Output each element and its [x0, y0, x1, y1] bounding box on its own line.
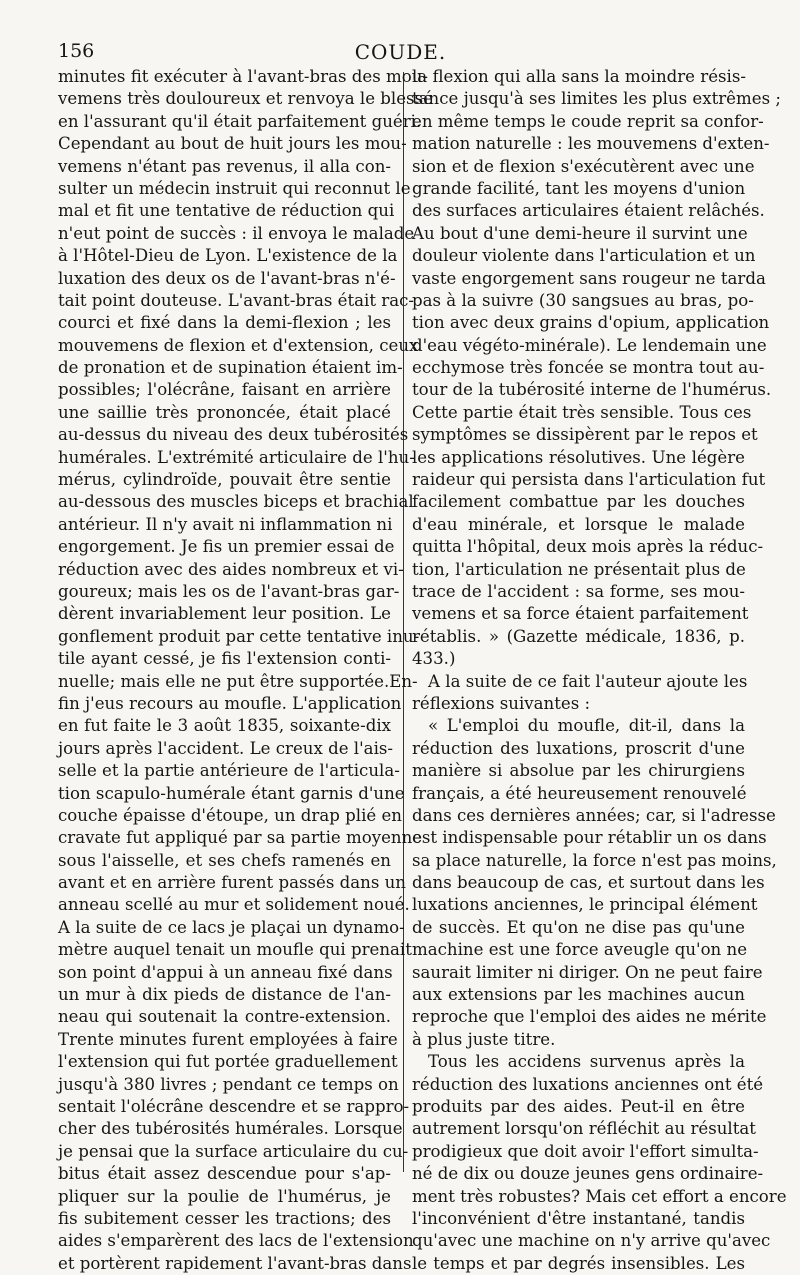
text-line: bitus était assez descendue pour s'ap-	[58, 1164, 391, 1184]
text-line: 433.)	[412, 649, 456, 669]
text-line: avant et en arrière furent passés dans un	[58, 873, 406, 893]
text-line: tait point douteuse. L'avant-bras était rac-	[58, 290, 415, 310]
text-line: vemens très douloureux et renvoya le blessé	[58, 89, 433, 109]
text-line: symptômes se dissipèrent par le repos et	[412, 425, 758, 445]
text-line: je pensai que la surface articulaire du cu-	[58, 1141, 409, 1161]
text-line: le temps et par degrés insensibles. Les	[412, 1253, 745, 1273]
text-line: gonflement produit par cette tentative inu-	[58, 626, 420, 646]
text-line: luxation des deux os de l'avant-bras n'é-	[58, 268, 396, 288]
text-line: sulter un médecin instruit qui reconnut le	[58, 178, 411, 198]
text-line: Trente minutes furent employées à faire	[58, 1029, 398, 1049]
text-line: d'eau minérale, et lorsque le malade	[412, 514, 745, 534]
text-line: Cette partie était très sensible. Tous ces	[412, 402, 752, 422]
text-line: de succès. Et qu'on ne dise pas qu'une	[412, 917, 745, 937]
text-line: ment très robustes? Mais cet effort a encore	[412, 1186, 787, 1206]
text-line: la flexion qui alla sans la moindre résis-	[412, 67, 746, 86]
text-line: né de dix ou douze jeunes gens ordinaire-	[412, 1164, 764, 1184]
text-line: goureux; mais les os de l'avant-bras gar-	[58, 581, 400, 601]
text-line: anneau scellé au mur et solidement noué.	[58, 895, 410, 915]
text-line: en l'assurant qu'il était parfaitement guéri.	[58, 111, 422, 131]
text-line: d'eau végéto-minérale). Le lendemain une	[412, 335, 767, 355]
text-line: humérales. L'extrémité articulaire de l'hu-	[58, 447, 415, 467]
text-line: sa place naturelle, la force n'est pas moins,	[412, 850, 777, 870]
text-line: une saillie très prononcée, était placé	[58, 402, 391, 422]
text-line: sous l'aisselle, et ses chefs ramenés en	[58, 850, 391, 870]
text-line: mation naturelle : les mouvemens d'exten-	[412, 134, 770, 154]
text-line: Au bout d'une demi-heure il survint une	[412, 223, 748, 243]
text-line: A la suite de ce fait l'auteur ajoute les	[428, 671, 748, 691]
text-line: dèrent invariablement leur position. Le	[58, 604, 391, 624]
text-line: cravate fut appliqué par sa partie moyenne	[58, 828, 423, 848]
text-line: et portèrent rapidement l'avant-bras dans	[58, 1253, 412, 1273]
text-line: rétablis. » (Gazette médicale, 1836, p.	[412, 626, 745, 646]
text-line: l'extension qui fut portée graduellement	[58, 1052, 398, 1072]
text-line: trace de l'accident : sa forme, ses mou-	[412, 581, 745, 601]
text-line: tile ayant cessé, je fis l'extension conti-	[58, 649, 391, 669]
text-line: les applications résolutives. Une légère	[412, 447, 745, 467]
text-line: sentait l'olécrâne descendre et se rappro-	[58, 1096, 410, 1116]
text-line: l'inconvénient d'être instantané, tandis	[412, 1208, 745, 1228]
text-line: pliquer sur la poulie de l'humérus, je	[58, 1186, 391, 1206]
text-line: selle et la partie antérieure de l'articula-	[58, 761, 400, 781]
text-line: quitta l'hôpital, deux mois après la réduc-	[412, 537, 764, 557]
text-line: Tous les accidens survenus après la	[428, 1052, 745, 1072]
text-line: des surfaces articulaires étaient relâchés.	[412, 201, 765, 221]
text-line: prodigieux que doit avoir l'effort simulta-	[412, 1141, 759, 1161]
text-line: vemens n'étant pas revenus, il alla con-	[58, 156, 391, 176]
text-line: dans beaucoup de cas, et surtout dans les	[412, 873, 765, 893]
text-line: de pronation et de supination étaient im-	[58, 358, 403, 378]
text-line: réduction des luxations, proscrit d'une	[412, 738, 745, 758]
text-line: jours après l'accident. Le creux de l'ais-	[58, 738, 393, 758]
text-line: luxations anciennes, le principal élément	[412, 895, 758, 915]
text-line: un mur à dix pieds de distance de l'an-	[58, 985, 391, 1005]
text-line: possibles; l'olécrâne, faisant en arrière	[58, 380, 391, 400]
text-line: réflexions suivantes :	[412, 693, 591, 713]
text-line: français, a été heureusement renouvelé	[412, 783, 747, 803]
text-line: en fut faite le 3 août 1835, soixante-dix	[58, 716, 391, 736]
text-line: n'eut point de succès : il envoya le malade	[58, 223, 415, 243]
text-line: mètre auquel tenait un moufle qui prenait	[58, 940, 412, 960]
text-line: produits par des aides. Peut-il en être	[412, 1096, 745, 1116]
text-line: minutes fit exécuter à l'avant-bras des mou-	[58, 67, 429, 86]
text-line: pas à la suivre (30 sangsues au bras, po-	[412, 290, 754, 310]
text-line: reproche que l'emploi des aides ne mérite	[412, 1007, 767, 1027]
text-line: à l'Hôtel-Dieu de Lyon. L'existence de la	[58, 246, 398, 266]
text-line: son point d'appui à un anneau fixé dans	[58, 962, 393, 982]
text-line: tance jusqu'à ses limites les plus extrêmes ;	[412, 89, 781, 109]
text-line: mérus, cylindroïde, pouvait être sentie	[58, 470, 391, 490]
text-line: au-dessus du niveau des deux tubérosités	[58, 425, 409, 445]
text-line: mouvemens de flexion et d'extension, ceux	[58, 335, 419, 355]
text-line: fin j'eus recours au moufle. L'application	[58, 693, 402, 713]
text-line: autrement lorsqu'on réfléchit au résultat	[412, 1119, 756, 1139]
text-line: couche épaisse d'étoupe, un drap plié en	[58, 805, 402, 825]
text-line: réduction avec des aides nombreux et vi-	[58, 559, 404, 579]
text-line: facilement combattue par les douches	[412, 492, 745, 512]
text-line: courci et fixé dans la demi-flexion ; les	[58, 313, 391, 333]
text-line: vaste engorgement sans rougeur ne tarda	[412, 268, 766, 288]
text-line: vemens et sa force étaient parfaitement	[412, 604, 749, 624]
text-line: neau qui soutenait la contre-extension.	[58, 1007, 391, 1027]
text-line: tion, l'articulation ne présentait plus de	[412, 559, 746, 579]
text-line: aux extensions par les machines aucun	[412, 985, 745, 1005]
text-line: fis subitement cesser les tractions; des	[58, 1208, 391, 1228]
left-column	[58, 66, 433, 1275]
text-line: qu'avec une machine on n'y arrive qu'avec	[412, 1231, 771, 1251]
running-head: COUDE.	[354, 40, 447, 64]
text-line: douleur violente dans l'articulation et un	[412, 246, 756, 266]
text-line: sion et de flexion s'exécutèrent avec une	[412, 156, 755, 176]
text-line: tion scapulo-humérale étant garnis d'une	[58, 783, 405, 803]
text-line: engorgement. Je fis un premier essai de	[58, 537, 395, 557]
text-line: saurait limiter ni diriger. On ne peut faire	[412, 962, 763, 982]
page-number: 156	[58, 40, 95, 62]
text-line: est indispensable pour rétablir un os dans	[412, 828, 767, 848]
text-line: Cependant au bout de huit jours les mou-	[58, 134, 407, 154]
text-line: aides s'emparèrent des lacs de l'extension	[58, 1231, 414, 1251]
text-line: ecchymose très foncée se montra tout au-	[412, 358, 765, 378]
text-line: A la suite de ce lacs je plaçai un dynamo-	[58, 917, 405, 937]
text-line: grande facilité, tant les moyens d'union	[412, 178, 746, 198]
text-line: nuelle; mais elle ne put être supportée.En-	[58, 671, 418, 691]
text-line: manière si absolue par les chirurgiens	[412, 761, 745, 781]
text-line: mal et fit une tentative de réduction qui	[58, 201, 395, 221]
text-line: réduction des luxations anciennes ont été	[412, 1074, 764, 1094]
text-line: antérieur. Il n'y avait ni inflammation ni	[58, 514, 393, 534]
text-line: à plus juste titre.	[412, 1029, 556, 1049]
text-line: au-dessous des muscles biceps et brachial	[58, 492, 414, 512]
right-column	[412, 66, 787, 1275]
text-line: jusqu'à 380 livres ; pendant ce temps on	[58, 1074, 399, 1094]
text-line: en même temps le coude reprit sa confor-	[412, 111, 764, 131]
text-line: cher des tubérosités humérales. Lorsque	[58, 1119, 403, 1139]
text-line: « L'emploi du moufle, dit-il, dans la	[428, 716, 745, 736]
text-line: tion avec deux grains d'opium, application	[412, 313, 770, 333]
text-line: dans ces dernières années; car, si l'adresse	[412, 805, 776, 825]
text-line: raideur qui persista dans l'articulation fut	[412, 470, 766, 490]
text-line: tour de la tubérosité interne de l'humérus.	[412, 380, 772, 400]
text-line: machine est une force aveugle qu'on ne	[412, 940, 748, 960]
